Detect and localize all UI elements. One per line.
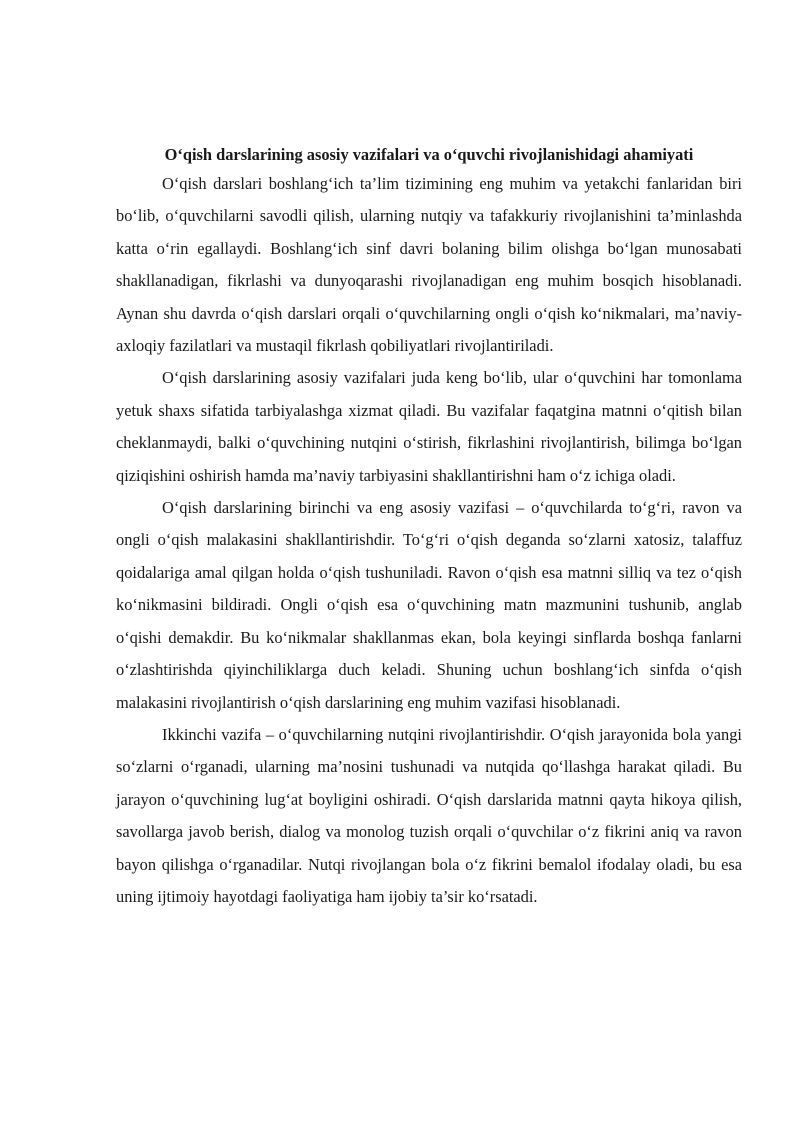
paragraph-2: O‘qish darslarining asosiy vazifalari juda keng bo‘lib, ular o‘quvchini har tomonlama yetuk shaxs sifatida tarbiyalashga xizmat qiladi. Bu vazifalar faqatgina matnni o‘qitish bilan cheklanmaydi, balki o‘quvchining nutqini o‘stirish, fikrlashini rivojlantirish, bilimga bo‘lgan qiziqishini oshirish hamda ma’naviy tarbiyasini shakllantirishni ham o‘z ichiga oladi.: [116, 368, 742, 485]
document-title: O‘qish darslarining asosiy vazifalari va o‘quvchi rivojlanishidagi ahamiyati: [164, 145, 694, 164]
paragraph-1: O‘qish darslari boshlang‘ich ta’lim tizimining eng muhim va yetakchi fanlaridan biri bo‘lib, o‘quvchilarni savodli qilish, ularning nutqiy va tafakkuriy rivojlanishini ta’minlashda katta o‘rin egallaydi. Boshlang‘ich sinf davri bolaning bilim olishga bo‘lgan munosabati shakllanadigan, fikrlashi va dunyoqarashi rivojlanadigan eng muhim bosqich hisoblanadi. Aynan shu davrda o‘qish darslari orqali o‘quvchilarning ongli o‘qish ko‘nikmalari, ma’naviy-axloqiy fazilatlari va mustaqil fikrlash qobiliyatlari rivojlantiriladi.: [116, 174, 742, 356]
document-body: [116, 142, 742, 913]
paragraph-4: Ikkinchi vazifa – o‘quvchilarning nutqini rivojlantirishdir. O‘qish jarayonida bola yangi so‘zlarni o‘rganadi, ularning ma’nosini tushunadi va nutqida qo‘llashga harakat qiladi. Bu jarayon o‘quvchining lug‘at boyligini oshiradi. O‘qish darslarida matnni qayta hikoya qilish, savollarga javob berish, dialog va monolog tuzish orqali o‘quvchilar o‘z fikrini aniq va ravon bayon qilishga o‘rganadilar. Nutqi rivojlangan bola o‘z fikrini bemalol ifodalay oladi, bu esa uning ijtimoiy hayotdagi faoliyatiga ham ijobiy ta’sir ko‘rsatadi.: [116, 724, 742, 906]
paragraph-3: O‘qish darslarining birinchi va eng asosiy vazifasi – o‘quvchilarda to‘g‘ri, ravon va ongli o‘qish malakasini shakllantirishdir. To‘g‘ri o‘qish deganda so‘zlarni xatosiz, talaffuz qoidalariga amal qilgan holda o‘qish tushuniladi. Ravon o‘qish esa matnni silliq va tez o‘qish ko‘nikmasini bildiradi. Ongli o‘qish esa o‘quvchining matn mazmunini tushunib, anglab o‘qishi demakdir. Bu ko‘nikmalar shakllanmas ekan, bola keyingi sinflarda boshqa fanlarni o‘zlashtirishda qiyinchiliklarga duch keladi. Shuning uchun boshlang‘ich sinfda o‘qish malakasini rivojlantirish o‘qish darslarining eng muhim vazifasi hisoblanadi.: [116, 498, 742, 712]
